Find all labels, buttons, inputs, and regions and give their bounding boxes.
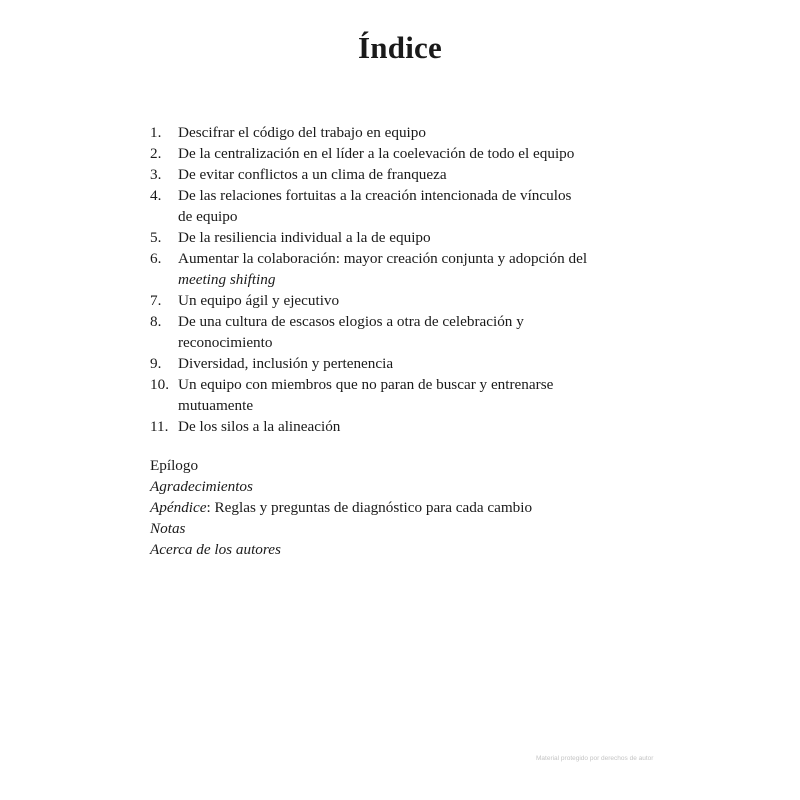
- acknowledgments-entry[interactable]: Agradecimientos: [150, 478, 253, 495]
- toc-item-number: 1.: [150, 124, 162, 141]
- toc-item-title-italic: meeting shifting: [178, 271, 276, 288]
- toc-item-8[interactable]: [150, 311, 620, 353]
- toc-item-number: 7.: [150, 292, 162, 309]
- toc-item-title: Diversidad, inclusión y pertenencia: [178, 355, 394, 372]
- toc-item-7[interactable]: [150, 290, 620, 311]
- back-matter: [150, 455, 620, 560]
- copyright-watermark: Material protegido por derechos de autor: [536, 755, 654, 762]
- toc-item-9[interactable]: [150, 353, 620, 374]
- toc-item-number: 4.: [150, 187, 162, 204]
- epilogue-entry[interactable]: Epílogo: [150, 457, 199, 474]
- toc-item-4[interactable]: [150, 185, 620, 227]
- toc-item-number: 8.: [150, 313, 162, 330]
- toc-item-title: Descifrar el código del trabajo en equipo: [178, 124, 426, 141]
- toc-item-title-line: de equipo: [178, 208, 238, 225]
- toc-item-number: 5.: [150, 229, 162, 246]
- appendix-label: Apéndice: [150, 499, 207, 516]
- toc-item-number: 10.: [150, 376, 169, 393]
- toc-item-number: 6.: [150, 250, 162, 267]
- about-authors-entry[interactable]: Acerca de los autores: [150, 541, 281, 558]
- page-title: Índice: [358, 30, 442, 65]
- toc-item-title-line: mutuamente: [178, 397, 254, 414]
- toc-item-title: [178, 311, 620, 353]
- appendix-entry[interactable]: [150, 497, 620, 518]
- toc-item-6[interactable]: [150, 248, 620, 290]
- toc-item-title: De la centralización en el líder a la coelevación de todo el equipo: [178, 145, 575, 162]
- toc-item-3[interactable]: [150, 164, 620, 185]
- toc-item-title-line: Aumentar la colaboración: mayor creación conjunta y adopción del: [178, 250, 588, 267]
- toc-item-title: De la resiliencia individual a la de equipo: [178, 229, 431, 246]
- toc-item-number: 2.: [150, 145, 162, 162]
- toc-item-5[interactable]: [150, 227, 620, 248]
- toc-item-10[interactable]: [150, 374, 620, 416]
- toc-item-title: Un equipo ágil y ejecutivo: [178, 292, 340, 309]
- toc-item-number: 9.: [150, 355, 162, 372]
- toc-item-2[interactable]: [150, 143, 620, 164]
- table-of-contents: [150, 122, 620, 437]
- toc-item-title: De los silos a la alineación: [178, 418, 341, 435]
- toc-item-title: De evitar conflictos a un clima de franqueza: [178, 166, 447, 183]
- toc-item-title-line: De una cultura de escasos elogios a otra de celebración y: [178, 313, 524, 330]
- toc-item-title-line: De las relaciones fortuitas a la creación intencionada de vínculos: [178, 187, 572, 204]
- toc-item-title: [178, 374, 620, 416]
- toc-item-number: 11.: [150, 418, 169, 435]
- toc-item-title: [178, 185, 620, 227]
- toc-item-title-line: reconocimiento: [178, 334, 273, 351]
- toc-item-title-line: Un equipo con miembros que no paran de buscar y entrenarse: [178, 376, 554, 393]
- toc-item-number: 3.: [150, 166, 162, 183]
- toc-item-title: [178, 248, 620, 290]
- toc-item-11[interactable]: [150, 416, 620, 437]
- notes-entry[interactable]: Notas: [150, 520, 186, 537]
- appendix-title: : Reglas y preguntas de diagnóstico para cada cambio: [206, 499, 533, 516]
- toc-item-1[interactable]: [150, 122, 620, 143]
